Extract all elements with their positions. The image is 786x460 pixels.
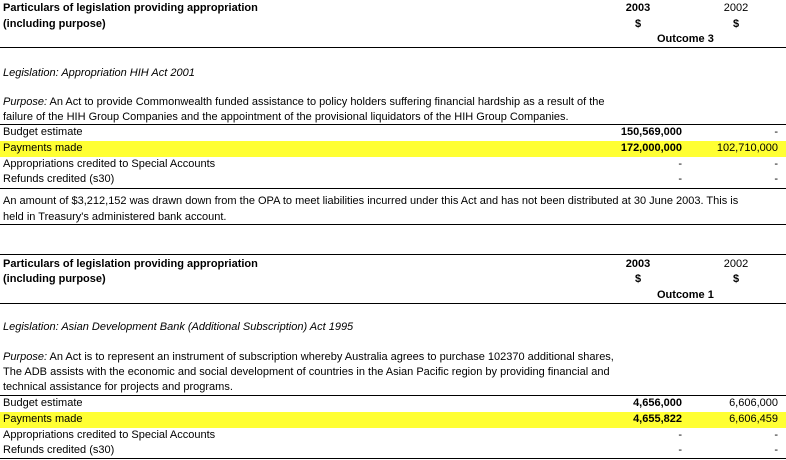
purpose-label: Purpose: (3, 351, 48, 363)
year-2002-header: 2002 (723, 258, 749, 270)
row-value-2002: - (774, 126, 778, 138)
row-value-2002: 6,606,000 (729, 397, 778, 409)
column-header-subtitle: (including purpose) (3, 273, 106, 285)
purpose-divider (0, 395, 786, 396)
currency-2003: $ (634, 273, 642, 285)
row-value-2002: - (774, 444, 778, 456)
header-divider (0, 303, 786, 304)
column-header-title: Particulars of legislation providing appropriation (3, 2, 258, 14)
row-value-2002: - (774, 429, 778, 441)
purpose-text-2: The ADB assists with the economic and social development of countries in the Asian Pacific region by providing financial and (3, 366, 610, 378)
purpose-line-1 (3, 96, 605, 109)
row-value-2002: 102,710,000 (716, 142, 778, 154)
year-2002-header: 2002 (723, 2, 749, 14)
outcome-label: Outcome 1 (657, 289, 714, 301)
rows-divider (0, 188, 786, 189)
row-value-2002: - (774, 173, 778, 185)
purpose-text-1: An Act is to represent an instrument of subscription whereby Australia agrees to purchase 102370 additional shares, (49, 351, 614, 363)
purpose-text-1: An Act to provide Commonwealth funded assistance to policy holders suffering financial hardship as a result of the (49, 96, 605, 108)
legislation-line (3, 321, 353, 334)
note-line-1: An amount of $3,212,152 was drawn down from the OPA to meet liabilities incurred under this Act and has not been distributed at 30 June 2003. This is (3, 195, 739, 207)
row-value-2003: - (678, 173, 682, 185)
row-label: Appropriations credited to Special Accounts (3, 158, 216, 170)
row-value-2003: 150,569,000 (620, 126, 682, 138)
purpose-text-2: failure of the HIH Group Companies and the appointment of the provisional liquidators of the HIH Group Companies. (3, 111, 569, 123)
currency-2003: $ (634, 18, 642, 30)
currency-2002: $ (732, 273, 740, 285)
row-label: Budget estimate (3, 126, 83, 138)
purpose-divider (0, 124, 786, 125)
legislation-label: Legislation: (3, 321, 59, 333)
row-label: Payments made (3, 142, 83, 154)
row-value-2003: - (678, 444, 682, 456)
note-line-2: held in Treasury's administered bank account. (3, 211, 227, 223)
row-value-2003: 172,000,000 (620, 142, 682, 154)
column-header-subtitle: (including purpose) (3, 18, 106, 30)
legislation-name: Appropriation HIH Act 2001 (61, 67, 195, 79)
note-divider (0, 224, 786, 225)
row-value-2002: 6,606,459 (729, 413, 778, 425)
row-label: Payments made (3, 413, 83, 425)
purpose-line-1 (3, 351, 614, 364)
purpose-text-3: technical assistance for projects and programs. (3, 381, 233, 393)
year-2003-header: 2003 (625, 2, 651, 14)
header-divider (0, 47, 786, 48)
row-label: Refunds credited (s30) (3, 173, 115, 185)
outcome-label: Outcome 3 (657, 33, 714, 45)
row-label: Appropriations credited to Special Accounts (3, 429, 216, 441)
legislation-name: Asian Development Bank (Additional Subscription) Act 1995 (61, 321, 354, 333)
legislation-label: Legislation: (3, 67, 59, 79)
row-value-2002: - (774, 158, 778, 170)
section-separator (0, 254, 786, 255)
row-value-2003: 4,655,822 (633, 413, 682, 425)
rows-divider (0, 458, 786, 459)
purpose-label: Purpose: (3, 96, 48, 108)
row-value-2003: 4,656,000 (633, 397, 682, 409)
legislation-line (3, 67, 195, 80)
row-value-2003: - (678, 158, 682, 170)
year-2003-header: 2003 (625, 258, 651, 270)
currency-2002: $ (732, 18, 740, 30)
row-value-2003: - (678, 429, 682, 441)
column-header-title: Particulars of legislation providing appropriation (3, 258, 258, 270)
row-label: Budget estimate (3, 397, 83, 409)
row-label: Refunds credited (s30) (3, 444, 115, 456)
